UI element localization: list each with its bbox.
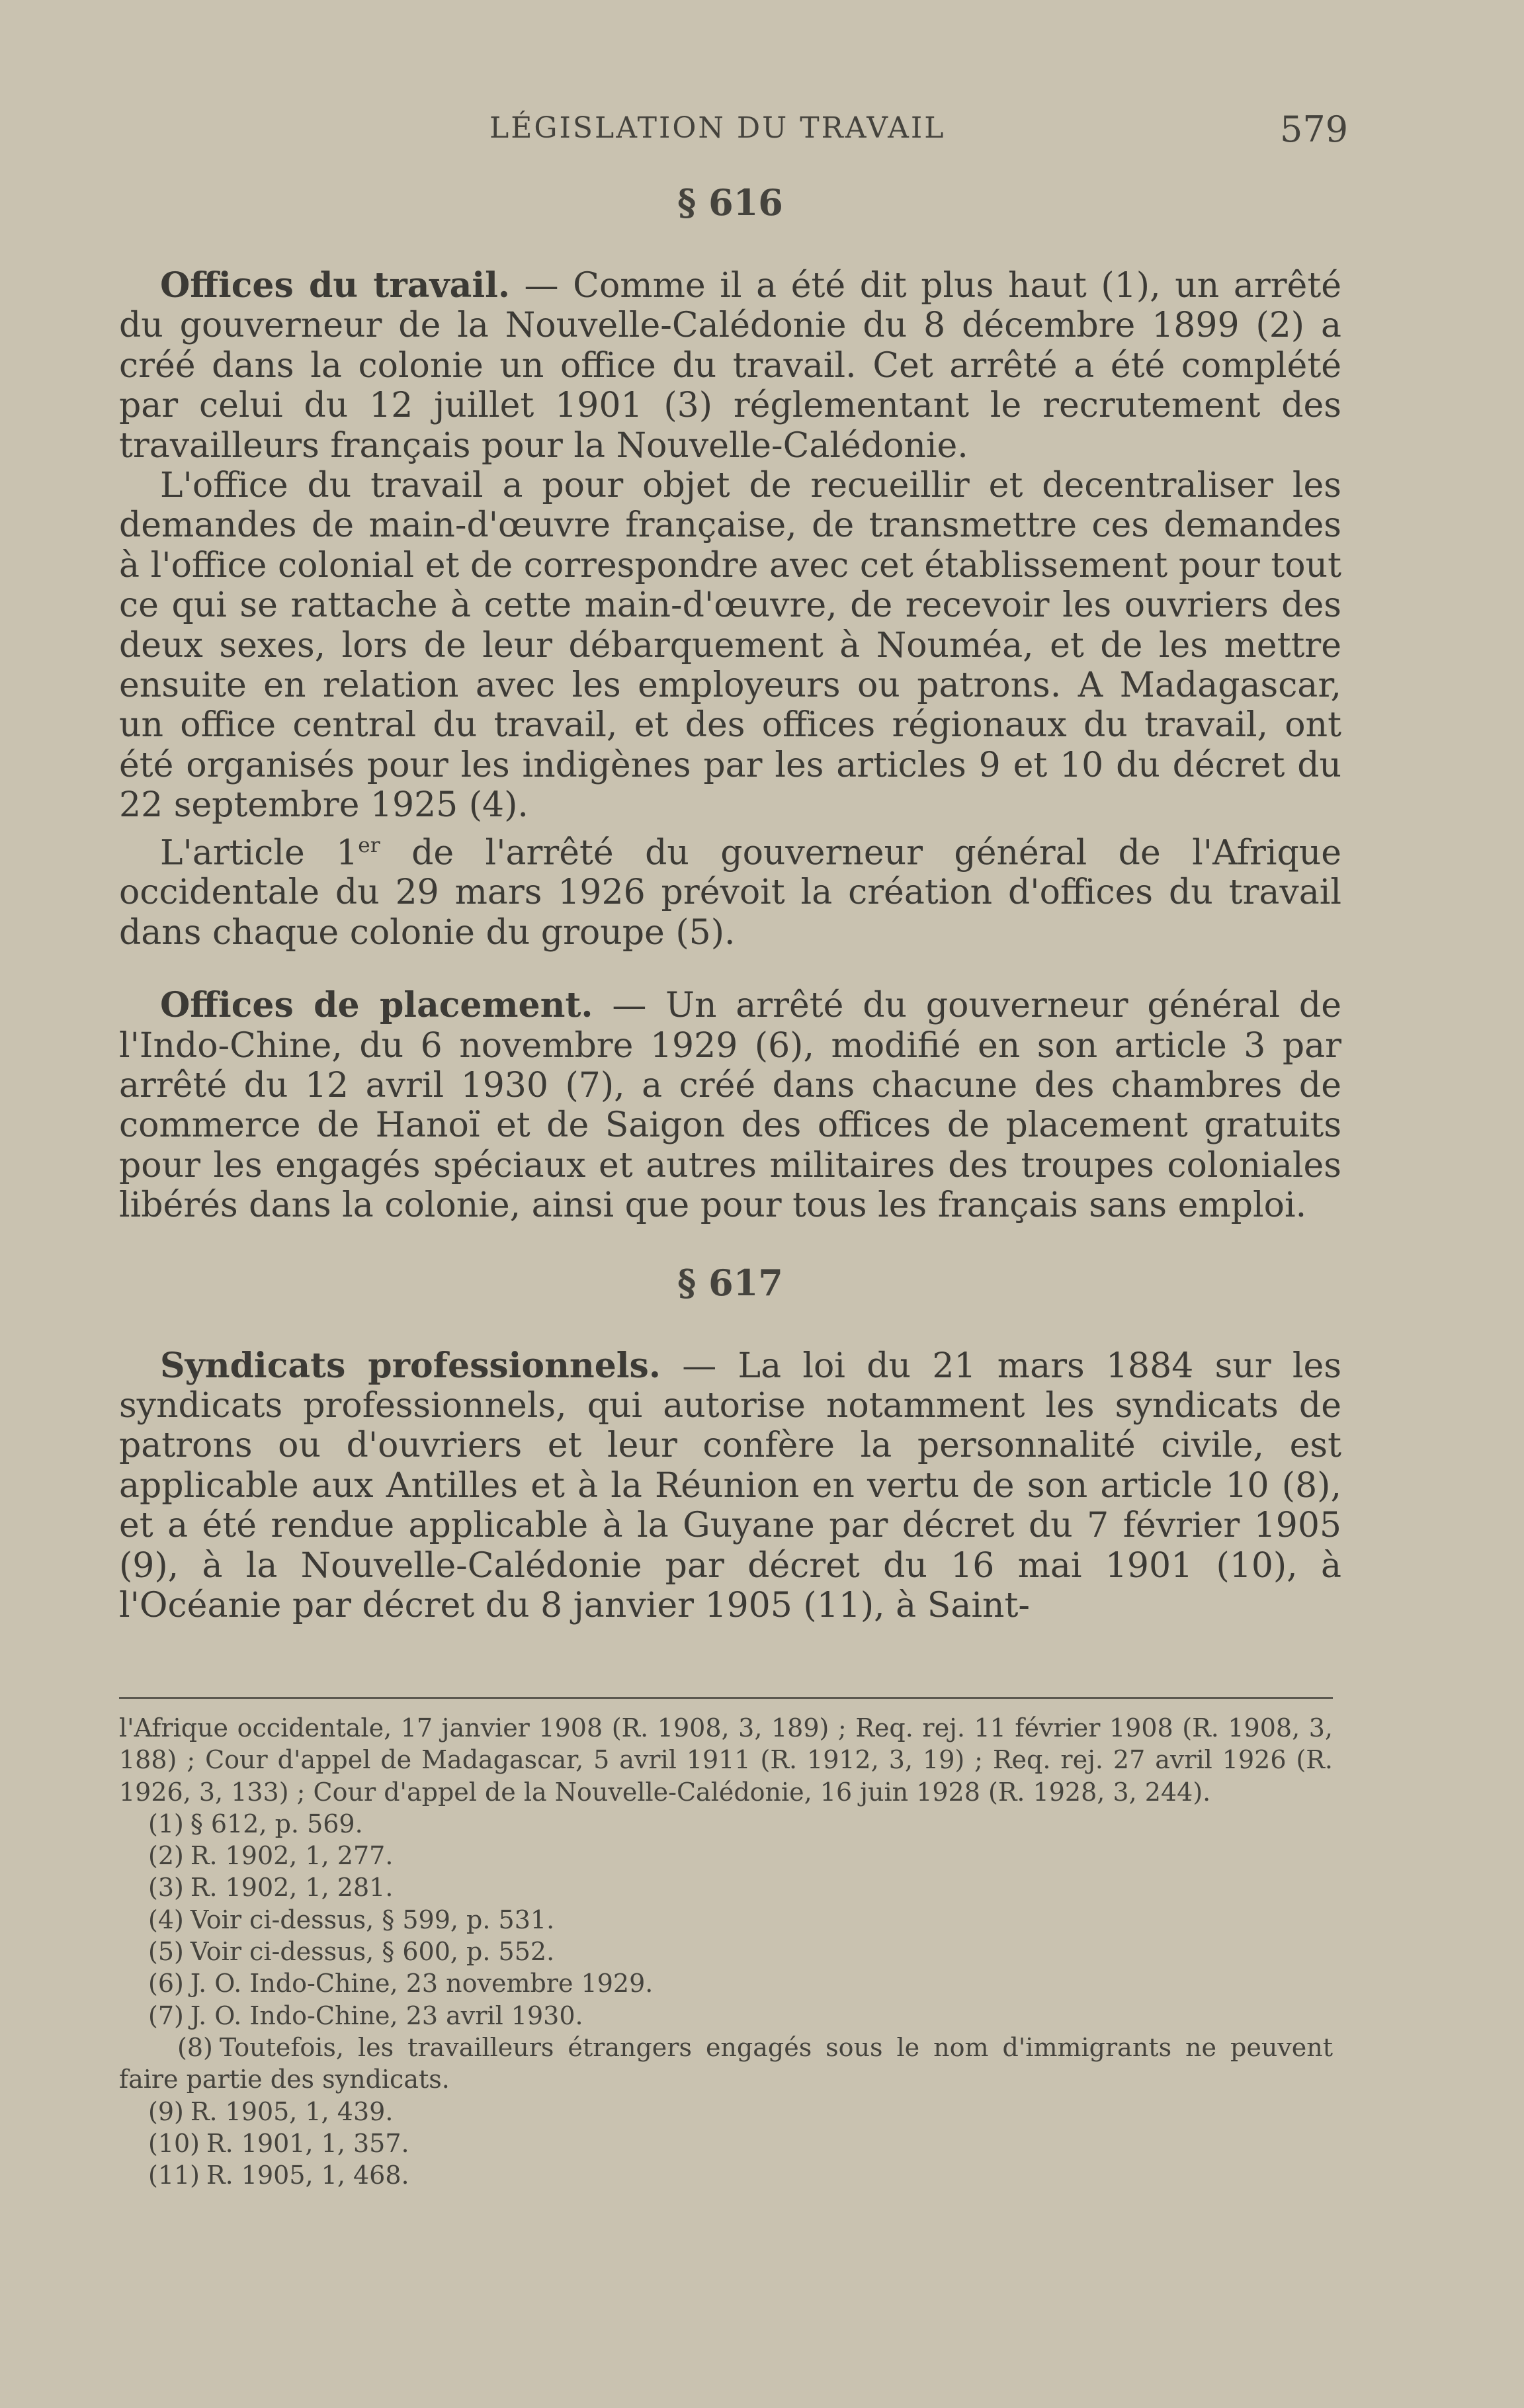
footnote-number: (4) <box>148 1905 184 1934</box>
footnotes <box>119 1712 1333 2191</box>
running-title: LÉGISLATION DU TRAVAIL <box>489 111 946 145</box>
footnote-number: (9) <box>148 2096 184 2126</box>
footnote-continuation: l'Afrique occidentale, 17 janvier 1908 (R. 1908, 3, 189) ; Req. rej. 11 février 1908 (R. 1908, 3, 188) ; Cour d'appel de Madagascar, 5 avril 1911 (R. 1912, 3, 19) ; Req. rej. 27 avril 1926 (R. 1926, 3, 133) ; Cour d'appel de la Nouvelle-Calédonie, 16 juin 1928 (R. 1928, 3, 244). <box>119 1713 1333 1807</box>
paragraph-offices-de-placement <box>119 986 1341 1225</box>
paragraph-office-objet <box>119 466 1341 826</box>
footnote-number: (8) <box>177 2032 213 2062</box>
footnote-divider <box>119 1697 1333 1699</box>
footnote-item <box>119 1936 1333 1967</box>
section-616 <box>119 179 1341 1226</box>
footnote-number: (1) <box>148 1809 184 1838</box>
footnote-item <box>119 1808 1333 1840</box>
footnote-number: (7) <box>148 2000 184 2030</box>
runin-heading: Offices de placement. <box>160 985 593 1026</box>
footnote-text: Voir ci-dessus, § 599, p. 531. <box>190 1905 555 1934</box>
section-heading: § 617 <box>677 1261 783 1304</box>
footnote-number: (5) <box>148 1937 184 1967</box>
paragraph-text: — La loi du 21 mars 1884 sur les syndicats professionnels, qui autorise notamment les syndicats de patrons ou d'ouvriers et leur confère la personnalité civile, est applicable aux Antilles et à la Réunion en vertu de son article 10 (8), et a été rendue applicable à la Guyane par décret du 7 février 1905 (9), à la Nouvelle-Calédonie par décret du 16 mai 1901 (10), à l'Océanie par décret du 8 janvier 1905 (11), à Saint- <box>119 1346 1342 1626</box>
section-617 <box>119 1259 1341 1626</box>
footnote-text: § 612, p. 569. <box>190 1809 363 1838</box>
paragraph-text: de l'arrêté du gouverneur général de l'Afrique occidentale du 29 mars 1926 prévoit la création d'offices du travail dans chaque colonie du groupe (5). <box>119 833 1341 953</box>
footnote-text: Toutefois, les travailleurs étrangers engagés sous le nom d'immigrants ne peuvent faire partie des syndicats. <box>119 2032 1333 2094</box>
footnote-item <box>119 2000 1333 2032</box>
section-heading: § 616 <box>677 181 783 224</box>
runin-heading: Syndicats professionnels. <box>160 1345 661 1386</box>
footnote-text: R. 1905, 1, 439. <box>190 2096 394 2126</box>
footnote-item <box>119 2096 1333 2128</box>
footnote-text: R. 1902, 1, 277. <box>190 1841 394 1871</box>
footnote-text: R. 1905, 1, 468. <box>206 2161 409 2190</box>
runin-heading: Offices du travail. <box>160 265 510 306</box>
paragraph-text: — Comme il a été dit plus haut (1), un arrêté du gouverneur de la Nouvelle-Calédonie du 8 décembre 1899 (2) a créé dans la colonie un office du travail. Cet arrêté a été complété par celui du 12 juillet 1901 (3) réglementant le recrutement des travailleurs français pour la Nouvelle-Calédonie. <box>119 266 1341 466</box>
paragraph-syndicats <box>119 1346 1341 1626</box>
footnote-number: (3) <box>148 1873 184 1903</box>
footnote-item <box>119 2159 1333 2191</box>
footnote-text: J. O. Indo-Chine, 23 avril 1930. <box>190 2000 583 2030</box>
footnote-text: Voir ci-dessus, § 600, p. 552. <box>190 1937 555 1967</box>
footnote-item <box>119 2128 1333 2159</box>
footnote-text: J. O. Indo-Chine, 23 novembre 1929. <box>190 1969 654 1999</box>
page-header <box>0 108 1524 157</box>
footnote-text: R. 1901, 1, 357. <box>206 2128 409 2158</box>
superscript: er <box>358 833 380 857</box>
footnote-number: (11) <box>148 2161 200 2190</box>
paragraph-afrique-occidentale <box>119 826 1341 953</box>
footnote-item <box>119 1840 1333 1871</box>
paragraph-offices-du-travail <box>119 266 1341 466</box>
footnote-item <box>119 1967 1333 1999</box>
footnote-number: (10) <box>148 2128 200 2158</box>
page-number: 579 <box>1280 108 1349 150</box>
footnote-item <box>119 1904 1333 1936</box>
footnote-number: (2) <box>148 1841 184 1871</box>
footnote-item <box>119 2032 1333 2096</box>
main-text <box>119 179 1341 1626</box>
paragraph-text: L'office du travail a pour objet de recueillir et decentraliser les demandes de main-d'œuvre française, de transmettre ces demandes à l'office colonial et de correspondre avec cet établissement pour tout ce qui se rattache à cette main-d'œuvre, de recevoir les ouvriers des deux sexes, lors de leur débarquement à Nouméa, et de les mettre ensuite en relation avec les employeurs ou patrons. A Madagascar, un office central du travail, et des offices régionaux du travail, ont été organisés pour les indigènes par les articles 9 et 10 du décret du 22 septembre 1925 (4). <box>119 466 1341 826</box>
footnote-text: R. 1902, 1, 281. <box>190 1873 394 1903</box>
paragraph-text: — Un arrêté du gouverneur général de l'Indo-Chine, du 6 novembre 1929 (6), modifié en son article 3 par arrêté du 12 avril 1930 (7), a créé dans chacune des chambres de commerce de Hanoï et de Saigon des offices de placement gratuits pour les engagés spéciaux et autres militaires des troupes coloniales libérés dans la colonie, ainsi que pour tous les français sans emploi. <box>119 986 1341 1226</box>
footnote-number: (6) <box>148 1969 184 1999</box>
paragraph-text-start: L'article 1 <box>160 833 359 873</box>
footnote-item <box>119 1871 1333 1903</box>
